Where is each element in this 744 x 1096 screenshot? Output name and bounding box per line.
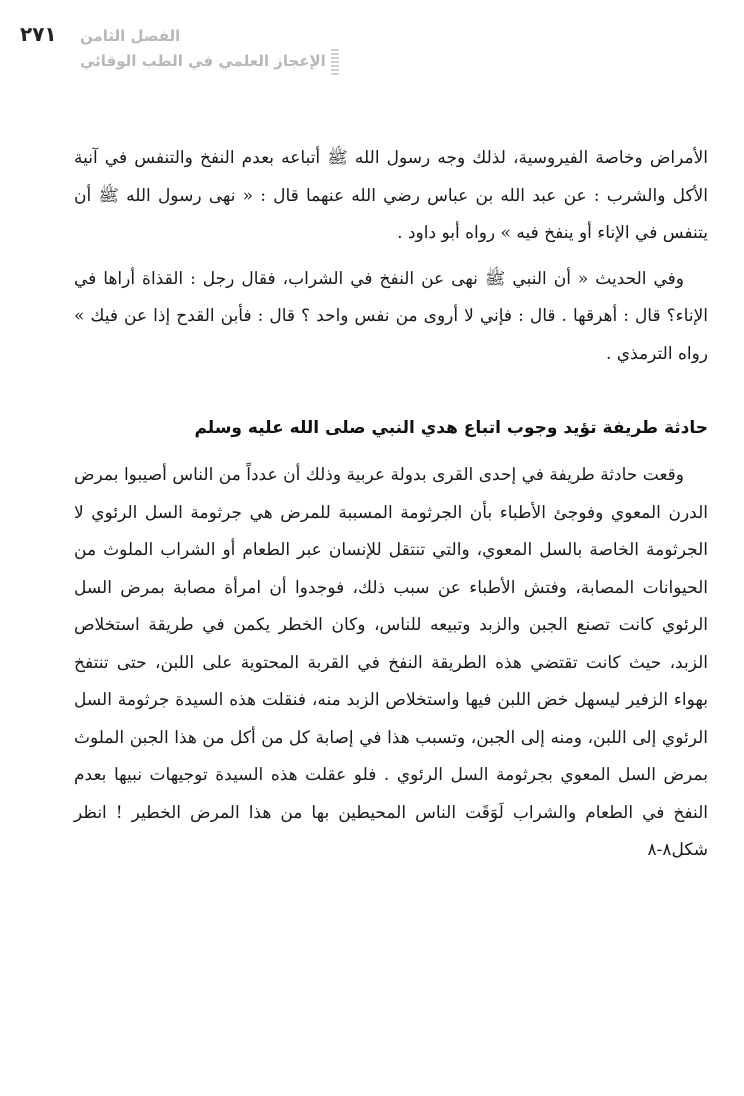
paragraph-3: وقعت حادثة طريفة في إحدى القرى بدولة عربية وذلك أن عدداً من الناس أصيبوا بمرض الدرن المعوي وفوجئ الأطباء بأن الجرثومة المسببة للمرض هي جرثومة السل الرئوي لا الجرثومة الخاصة بالسل المعوي، والتي تنتقل للإنسان عبر الطعام أو الشراب الملوث من الحيوانات المصابة، وفتش الأطباء عن سبب ذلك، فوجدوا أن امرأة مصابة بمرض السل الرئوي كانت تصنع الجبن والزبد وتبيعه للناس، وكان الخطر يكمن في طريقة استخلاص الزبد، حيث كانت تقتضي هذه الطريقة النفخ في القربة المحتوية على اللبن، حتى تنتفخ بهواء الزفير ليسهل خض اللبن فيها واستخلاص الزبد منه، فنقلت هذه السيدة جرثومة السل الرئوي إلى اللبن، ومنه إلى الجبن، وتسبب هذا في إصابة كل من أكل من هذا الجبن الملوث بمرض السل المعوي بجرثومة السل الرئوي . فلو عقلت هذه السيدة توجيهات نبيها بعدم النفخ في الطعام والشراب لَوَقَت الناس المحيطين بها من هذا المرض الخطير ! انظر شكل٨-٨ <box>74 465 708 860</box>
paragraph-1: الأمراض وخاصة الفيروسية، لذلك وجه رسول الله ﷺ أتباعه بعدم النفخ والتنفس في آنية الأكل والشرب : عن عبد الله بن عباس رضي الله عنهما قال : « نهى رسول الله ﷺ أن يتنفس في الإناء أو ينفخ فيه » رواه أبو داود . <box>74 148 708 243</box>
chapter-subtitle: الإعجاز العلمي في الطب الوقائي <box>80 52 326 70</box>
page-content <box>74 140 708 870</box>
chapter-label: الفصل الثامن <box>80 27 181 45</box>
section-heading: حادثة طريفة تؤيد وجوب اتباع هدي النبي صلى الله عليه وسلم <box>194 418 708 438</box>
paragraph-2: وفي الحديث « أن النبي ﷺ نهى عن النفخ في الشراب، فقال رجل : القذاة أراها في الإناء؟ قال : أهرقها . قال : فإني لا أروى من نفس واحد ؟ قال : فأبن القدح إذا عن فيك » رواه الترمذي . <box>74 268 708 364</box>
running-header <box>20 22 722 92</box>
paragraph-spacer <box>74 253 708 261</box>
page-number: ٢٧١ <box>20 22 57 46</box>
running-titles <box>80 24 345 75</box>
ornament-icon <box>331 49 339 75</box>
